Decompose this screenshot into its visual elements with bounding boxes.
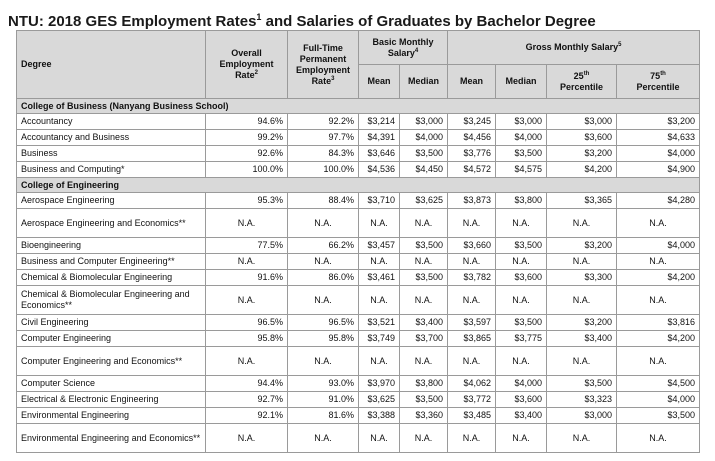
value-cell: $3,400: [547, 331, 617, 347]
value-cell: $3,400: [496, 408, 547, 424]
table-row: [17, 114, 700, 130]
value-cell: 92.2%: [288, 114, 359, 130]
title-main-a: NTU: 2018 GES Employment Rates: [8, 13, 257, 30]
value-cell: $3,000: [400, 114, 448, 130]
value-cell: N.A.: [400, 286, 448, 315]
value-cell: N.A.: [359, 347, 400, 376]
table-row: [17, 270, 700, 286]
section-title: College of Business (Nanyang Business School): [17, 99, 700, 114]
value-cell: $4,500: [617, 376, 700, 392]
value-cell: N.A.: [448, 286, 496, 315]
col-degree: Degree: [17, 31, 206, 99]
value-cell: $3,500: [496, 146, 547, 162]
table-row: [17, 347, 700, 376]
value-cell: $3,800: [400, 376, 448, 392]
value-cell: 93.0%: [288, 376, 359, 392]
degree-name-cell: Accountancy and Business: [17, 130, 206, 146]
value-cell: 95.3%: [206, 193, 288, 209]
value-cell: $4,000: [617, 238, 700, 254]
value-cell: $3,300: [547, 270, 617, 286]
table-row: [17, 315, 700, 331]
degree-name-cell: Electrical & Electronic Engineering: [17, 392, 206, 408]
value-cell: N.A.: [617, 347, 700, 376]
table-row: [17, 254, 700, 270]
value-cell: $4,391: [359, 130, 400, 146]
value-cell: N.A.: [617, 254, 700, 270]
col-basic-median: Median: [400, 65, 448, 99]
degree-name-cell: Environmental Engineering: [17, 408, 206, 424]
value-cell: 100.0%: [288, 162, 359, 178]
degree-name-cell: Computer Science: [17, 376, 206, 392]
degree-name-cell: Bioengineering: [17, 238, 206, 254]
col-gross-median: Median: [496, 65, 547, 99]
value-cell: 96.5%: [288, 315, 359, 331]
value-cell: N.A.: [448, 347, 496, 376]
value-cell: $3,461: [359, 270, 400, 286]
value-cell: N.A.: [547, 286, 617, 315]
value-cell: $3,772: [448, 392, 496, 408]
value-cell: 96.5%: [206, 315, 288, 331]
value-cell: $4,450: [400, 162, 448, 178]
value-cell: N.A.: [359, 254, 400, 270]
value-cell: $3,865: [448, 331, 496, 347]
value-cell: N.A.: [496, 254, 547, 270]
value-cell: 92.7%: [206, 392, 288, 408]
value-cell: N.A.: [206, 347, 288, 376]
value-cell: $3,600: [547, 130, 617, 146]
value-cell: 84.3%: [288, 146, 359, 162]
value-cell: 94.4%: [206, 376, 288, 392]
table-row: [17, 146, 700, 162]
degree-name-cell: Business: [17, 146, 206, 162]
value-cell: N.A.: [206, 424, 288, 453]
value-cell: N.A.: [617, 286, 700, 315]
degree-name-cell: Business and Computing*: [17, 162, 206, 178]
col-gross-salary: Gross Monthly Salary$^5$: [448, 31, 700, 65]
col-gross-mean: Mean: [448, 65, 496, 99]
value-cell: $3,000: [496, 114, 547, 130]
value-cell: $3,625: [359, 392, 400, 408]
value-cell: N.A.: [288, 286, 359, 315]
value-cell: 99.2%: [206, 130, 288, 146]
value-cell: N.A.: [400, 209, 448, 238]
value-cell: N.A.: [496, 209, 547, 238]
col-overall-rate: Overall Employment Rate$^2$: [206, 31, 288, 99]
degree-name-cell: Civil Engineering: [17, 315, 206, 331]
degree-name-cell: Business and Computer Engineering**: [17, 254, 206, 270]
value-cell: $3,457: [359, 238, 400, 254]
value-cell: $4,000: [400, 130, 448, 146]
col-25th-percentile: 25th Percentile: [547, 65, 617, 99]
value-cell: $4,000: [496, 376, 547, 392]
value-cell: N.A.: [288, 347, 359, 376]
value-cell: N.A.: [359, 424, 400, 453]
value-cell: $3,500: [400, 146, 448, 162]
table-row: [17, 392, 700, 408]
value-cell: $3,485: [448, 408, 496, 424]
degree-name-cell: Aerospace Engineering: [17, 193, 206, 209]
section-header-row: [17, 99, 700, 114]
table-row: [17, 238, 700, 254]
value-cell: N.A.: [400, 254, 448, 270]
degree-name-cell: Computer Engineering: [17, 331, 206, 347]
value-cell: $3,323: [547, 392, 617, 408]
value-cell: $3,200: [547, 146, 617, 162]
value-cell: N.A.: [359, 286, 400, 315]
value-cell: N.A.: [617, 424, 700, 453]
degree-name-cell: Aerospace Engineering and Economics**: [17, 209, 206, 238]
col-75th-percentile: 75th Percentile: [617, 65, 700, 99]
section-header-row: [17, 178, 700, 193]
title-footnote-1: 1: [256, 12, 262, 22]
value-cell: $3,970: [359, 376, 400, 392]
value-cell: $3,000: [547, 114, 617, 130]
value-cell: 86.0%: [288, 270, 359, 286]
degree-name-cell: Chemical & Biomolecular Engineering: [17, 270, 206, 286]
value-cell: 66.2%: [288, 238, 359, 254]
value-cell: N.A.: [359, 209, 400, 238]
value-cell: $4,200: [547, 162, 617, 178]
value-cell: $4,536: [359, 162, 400, 178]
value-cell: $3,200: [617, 114, 700, 130]
value-cell: $3,600: [496, 270, 547, 286]
value-cell: $3,625: [400, 193, 448, 209]
value-cell: N.A.: [288, 209, 359, 238]
value-cell: $3,873: [448, 193, 496, 209]
value-cell: N.A.: [547, 347, 617, 376]
value-cell: $4,900: [617, 162, 700, 178]
value-cell: N.A.: [496, 347, 547, 376]
value-cell: $3,749: [359, 331, 400, 347]
value-cell: N.A.: [496, 424, 547, 453]
value-cell: $3,500: [400, 238, 448, 254]
value-cell: $4,200: [617, 331, 700, 347]
value-cell: $4,575: [496, 162, 547, 178]
table-row: [17, 162, 700, 178]
value-cell: 94.6%: [206, 114, 288, 130]
value-cell: 100.0%: [206, 162, 288, 178]
value-cell: N.A.: [448, 209, 496, 238]
col-fulltime-rate: Full-Time Permanent Employment Rate$^3$: [288, 31, 359, 99]
section-title: College of Engineering: [17, 178, 700, 193]
value-cell: 88.4%: [288, 193, 359, 209]
value-cell: 95.8%: [206, 331, 288, 347]
value-cell: $3,500: [496, 315, 547, 331]
value-cell: $3,782: [448, 270, 496, 286]
value-cell: N.A.: [448, 424, 496, 453]
value-cell: $3,388: [359, 408, 400, 424]
table-title: [8, 6, 708, 28]
value-cell: $3,775: [496, 331, 547, 347]
value-cell: 91.0%: [288, 392, 359, 408]
value-cell: $3,360: [400, 408, 448, 424]
value-cell: $3,816: [617, 315, 700, 331]
value-cell: N.A.: [617, 209, 700, 238]
value-cell: $4,572: [448, 162, 496, 178]
value-cell: 81.6%: [288, 408, 359, 424]
value-cell: $3,200: [547, 315, 617, 331]
value-cell: $3,365: [547, 193, 617, 209]
degree-name-cell: Environmental Engineering and Economics**: [17, 424, 206, 453]
value-cell: 95.8%: [288, 331, 359, 347]
value-cell: $4,062: [448, 376, 496, 392]
value-cell: 77.5%: [206, 238, 288, 254]
value-cell: $3,500: [617, 408, 700, 424]
value-cell: N.A.: [547, 424, 617, 453]
degree-name-cell: Computer Engineering and Economics**: [17, 347, 206, 376]
value-cell: $4,000: [496, 130, 547, 146]
title-main-b: and Salaries of Graduates by Bachelor Degree: [261, 13, 596, 30]
value-cell: N.A.: [206, 254, 288, 270]
value-cell: $3,776: [448, 146, 496, 162]
value-cell: N.A.: [288, 424, 359, 453]
value-cell: $3,000: [547, 408, 617, 424]
employment-table: [16, 30, 700, 453]
degree-name-cell: Accountancy: [17, 114, 206, 130]
value-cell: $4,456: [448, 130, 496, 146]
value-cell: $3,700: [400, 331, 448, 347]
table-row: [17, 376, 700, 392]
value-cell: $3,521: [359, 315, 400, 331]
table-row: [17, 130, 700, 146]
value-cell: $3,646: [359, 146, 400, 162]
value-cell: $3,500: [496, 238, 547, 254]
value-cell: $4,000: [617, 146, 700, 162]
value-cell: $3,800: [496, 193, 547, 209]
value-cell: 91.6%: [206, 270, 288, 286]
value-cell: $3,400: [400, 315, 448, 331]
value-cell: $4,000: [617, 392, 700, 408]
value-cell: $4,633: [617, 130, 700, 146]
value-cell: N.A.: [496, 286, 547, 315]
value-cell: $3,500: [547, 376, 617, 392]
value-cell: N.A.: [448, 254, 496, 270]
table-row: [17, 331, 700, 347]
value-cell: $3,710: [359, 193, 400, 209]
value-cell: $3,245: [448, 114, 496, 130]
value-cell: N.A.: [547, 209, 617, 238]
table-body: [17, 99, 700, 453]
table-row: [17, 209, 700, 238]
table-row: [17, 286, 700, 315]
value-cell: N.A.: [400, 424, 448, 453]
value-cell: $3,200: [547, 238, 617, 254]
col-basic-mean: Mean: [359, 65, 400, 99]
table-row: [17, 193, 700, 209]
value-cell: $3,600: [496, 392, 547, 408]
value-cell: N.A.: [547, 254, 617, 270]
col-basic-salary: Basic Monthly Salary$^4$: [359, 31, 448, 65]
value-cell: N.A.: [400, 347, 448, 376]
table-row: [17, 424, 700, 453]
degree-name-cell: Chemical & Biomolecular Engineering and Economics**: [17, 286, 206, 315]
value-cell: 92.6%: [206, 146, 288, 162]
value-cell: $3,660: [448, 238, 496, 254]
value-cell: $4,280: [617, 193, 700, 209]
value-cell: N.A.: [206, 286, 288, 315]
value-cell: $3,500: [400, 392, 448, 408]
value-cell: 92.1%: [206, 408, 288, 424]
value-cell: $4,200: [617, 270, 700, 286]
value-cell: $3,500: [400, 270, 448, 286]
value-cell: $3,597: [448, 315, 496, 331]
value-cell: $3,214: [359, 114, 400, 130]
value-cell: N.A.: [206, 209, 288, 238]
table-row: [17, 408, 700, 424]
value-cell: 97.7%: [288, 130, 359, 146]
value-cell: N.A.: [288, 254, 359, 270]
